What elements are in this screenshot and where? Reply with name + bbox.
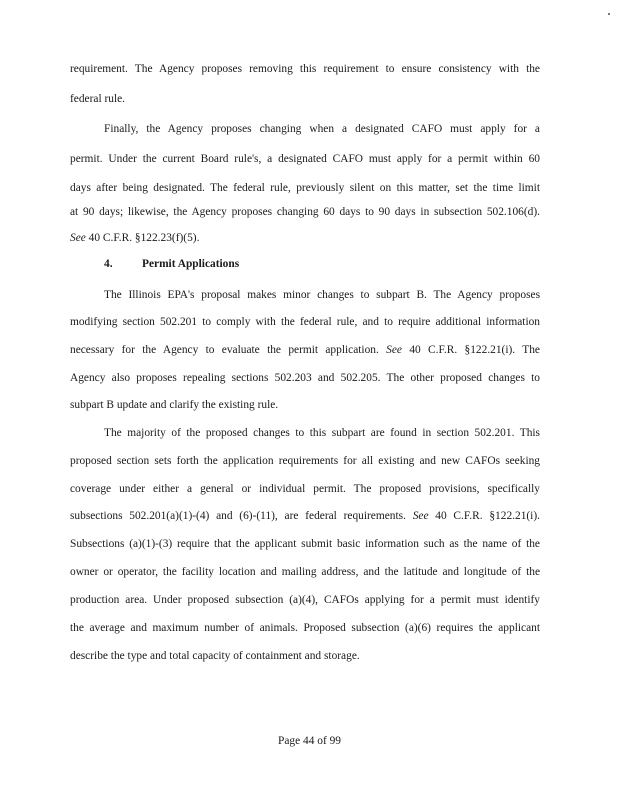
body-line: necessary for the Agency to evaluate the permit application. See 40 C.F.R. §122.21(i). The: [70, 344, 540, 356]
body-line: subsections 502.201(a)(1)-(4) and (6)-(11), are federal requirements. See 40 C.F.R. §122.21(i).: [70, 510, 540, 522]
body-line: requirement. The Agency proposes removing this requirement to ensure consistency with the: [70, 63, 540, 75]
section-number: 4.: [104, 258, 113, 270]
section-heading: [104, 257, 239, 271]
body-line: federal rule.: [70, 93, 126, 105]
scan-speck: [608, 13, 610, 15]
body-line: permit. Under the current Board rule's, a designated CAFO must apply for a permit within 60: [70, 153, 540, 165]
page-footer: Page 44 of 99: [278, 735, 341, 747]
see-signal: See: [70, 232, 86, 244]
body-line: Subsections (a)(1)-(3) require that the applicant submit basic information such as the name of the: [70, 538, 540, 550]
paragraph-first-line: The majority of the proposed changes to this subpart are found in section 502.201. This: [104, 427, 540, 439]
paragraph-first-line: Finally, the Agency proposes changing when a designated CAFO must apply for a: [104, 123, 540, 135]
body-line: describe the type and total capacity of containment and storage.: [70, 650, 360, 662]
citation-line: See 40 C.F.R. §122.23(f)(5).: [70, 232, 200, 244]
body-line: owner or operator, the facility location and mailing address, and the latitude and longitude of the: [70, 566, 540, 578]
body-line: production area. Under proposed subsection (a)(4), CAFOs applying for a permit must identify: [70, 594, 540, 606]
section-title: Permit Applications: [142, 258, 240, 270]
body-line: Agency also proposes repealing sections 502.203 and 502.205. The other proposed changes to: [70, 372, 540, 384]
body-line: days after being designated. The federal rule, previously silent on this matter, set the time limit: [70, 182, 540, 194]
see-signal: See: [412, 510, 429, 522]
body-line: proposed section sets forth the application requirements for all existing and new CAFOs seeking: [70, 455, 540, 467]
body-line: the average and maximum number of animals. Proposed subsection (a)(6) requires the applicant: [70, 622, 540, 634]
body-line: modifying section 502.201 to comply with the federal rule, and to require additional information: [70, 316, 540, 328]
paragraph-first-line: The Illinois EPA's proposal makes minor changes to subpart B. The Agency proposes: [104, 289, 540, 301]
see-signal: See: [386, 344, 402, 356]
body-line: subpart B update and clarify the existing rule.: [70, 399, 279, 411]
body-line: coverage under either a general or individual permit. The proposed provisions, specifically: [70, 483, 540, 495]
body-line: at 90 days; likewise, the Agency proposes changing 60 days to 90 days in subsection 502.106(d).: [70, 206, 540, 218]
